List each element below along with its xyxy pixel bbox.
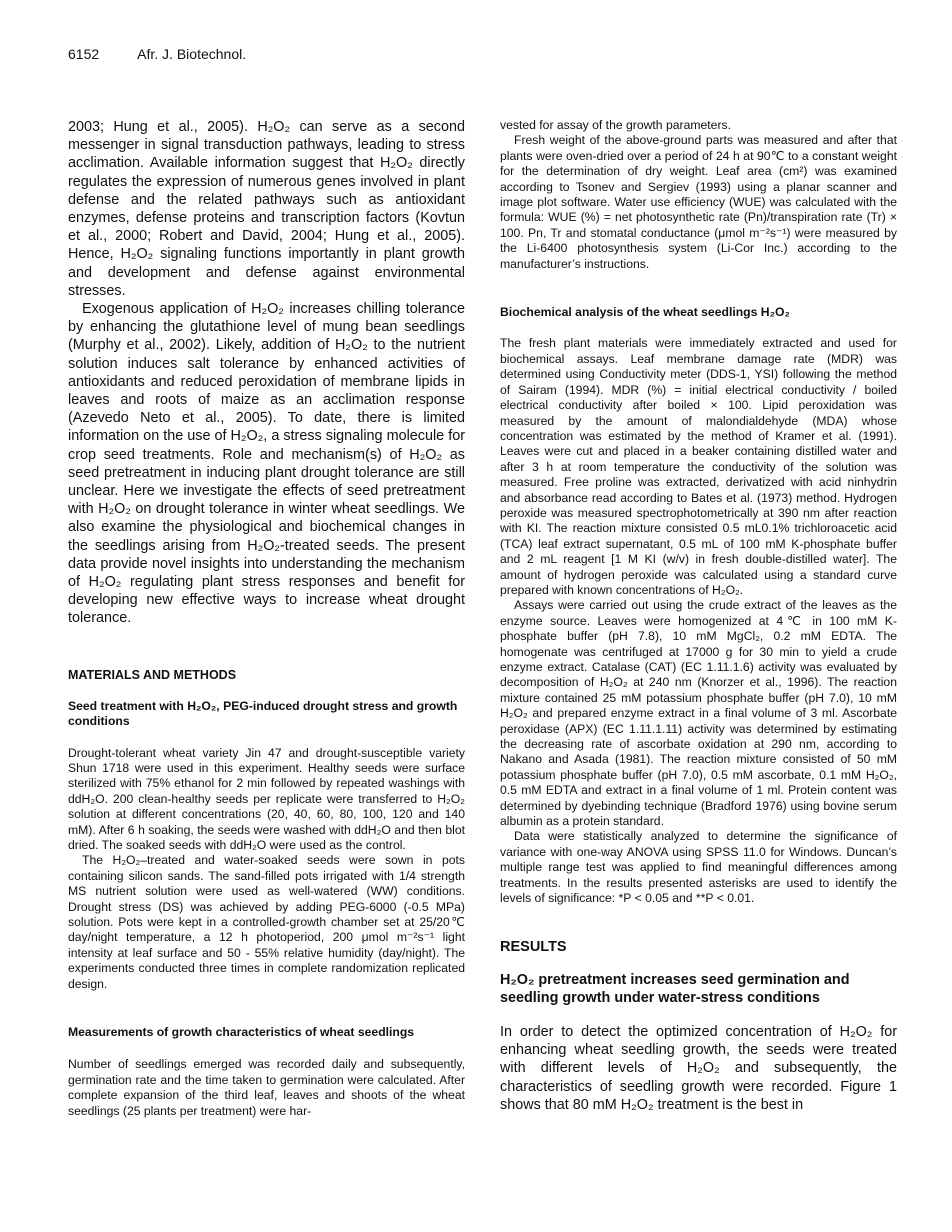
subsection-heading: H₂O₂ pretreatment increases seed germination and seedling growth under water-stress conditions	[500, 971, 850, 1006]
paragraph: Assays were carried out using the crude extract of the leaves as the enzyme source. Leaves were homogenized at 4℃ in 100 mM K-phosphate buffer (pH 7.8), 10 mM MgCl₂, 0.2 mM EDTA. The homogenate was centrifuged at 17000 g for 30 min to yield a crude enzyme extract. Catalase (CAT) (EC 1.11.1.6) activity was evaluated by decomposition of H₂O₂ at 240 nm (Knorzer et al., 1996). The reaction mixture contained 25 mM potassium phosphate buffer (pH 7.0), 10 mM H₂O₂ and prepared enzyme extract in a final volume of 3 ml. Ascorbate peroxidase (APX) (EC 1.11.1.11) activity was determined by estimating the decreasing rate of ascorbate oxidation at 290 nm, according to Nakano and Asada (1981). The reaction mixture consisted of 50 mM potassium phosphate buffer (pH 7.0), 0.5 mM ascorbate, 0.1 mM H₂O₂, 0.5 mM EDTA and extract in a final volume of 1 ml. Protein content was determined by dyebinding technique (Bradford 1976) using bovine serum albumin as a protein standard.	[500, 598, 897, 829]
paragraph: Drought-tolerant wheat variety Jin 47 and drought-susceptible variety Shun 1718 were used in this experiment. Healthy seeds were surface sterilized with 75% ethanol for 2 min followed by repeated washings with ddH₂O. 200 clean-healthy seeds per replicate were transferred to H₂O₂ solution at different concentrations (20, 40, 60, 80, 100, 120 and 140 mM). After 6 h soaking, the seeds were washed with ddH₂O and then blot dried. The soaked seeds with ddH₂O were used as the control.	[68, 745, 465, 852]
page-header	[68, 46, 246, 62]
subsection-heading: Biochemical analysis of the wheat seedlings H₂O₂	[500, 305, 790, 320]
paragraph: Data were statistically analyzed to determine the significance of variance with one-way ANOVA using SPSS 11.0 for Windows. Duncan’s multiple range test was applied to find meaningful differences among treatments. In the results presented asterisks are used to identify the levels of significance: *P < 0.05 and **P < 0.01.	[500, 829, 897, 906]
paragraph: The H₂O₂–treated and water-soaked seeds were sown in pots containing silicon sands. The sand-filled pots irrigated with 1/4 strength MS nutrient solution were used as well-watered (WW) conditions. Drought stress (DS) was achieved by adding PEG-6000 (-0.5 MPa) solution. Pots were kept in a controlled-growth chamber set at 25/20℃ day/night temperature, a 12 h photoperiod, 200 μmol m⁻²s⁻¹ light intensity at leaf surface and 50 - 55% relative humidity (day/night). The experiments conducted three times in complete randomization replicated design.	[68, 853, 465, 991]
section-heading: RESULTS	[500, 938, 567, 955]
right-column	[500, 118, 897, 1114]
journal-name: Afr. J. Biotechnol.	[137, 46, 247, 62]
subsection-heading: Measurements of growth characteristics of wheat seedlings	[68, 1025, 415, 1039]
paragraph: In order to detect the optimized concentration of H₂O₂ for enhancing wheat seedling growth, the seeds were treated with different levels of H₂O₂ and subsequently, the characteristics of seedling growth were recorded. Figure 1 shows that 80 mM H₂O₂ treatment is the best in	[500, 1023, 897, 1113]
paragraph: 2003; Hung et al., 2005). H₂O₂ can serve as a second messenger in signal transduction pathways, leading to stress acclimation. Available information suggest that H₂O₂ directly regulates the expression of numerous genes involved in plant defense and the related pathways such as antioxidant enzymes, defense proteins and transcription factors (Kovtun et al., 2000; Robert and David, 2004; Hung et al., 2005). Hence, H₂O₂ signaling functions importantly in plant growth and development and defense against environmental stresses.	[68, 119, 465, 299]
paragraph: The fresh plant materials were immediately extracted and used for biochemical assays. Leaf membrane damage rate (MDR) was determined using Conductivity meter (DDS-1, YSI) following the method of Sairam (1994). MDR (%) = initial electrical conductivity / boiled electrical conductivity after boiled × 100. Lipid peroxidation was measured by the amount of malondialdehyde (MDA) whose concentration was estimated by the method of Kramer et al. (1991). Leaves were cut and placed in a beaker containing distilled water and after 3 h at room temperature the conductivity of the solution was measured. Free proline was extracted, derivatized with acid ninhydrin and absorbance read according to Bates et al. (1973) method. Hydrogen peroxide was measured spectrophotometrically at 390 nm after reaction with KI. The reaction mixture consisted 0.5 mL0.1% trichloroacetic acid (TCA) leaf extract supernatant, 0.5 mL of 100 mM K-phosphate buffer and 2 mL reagent [1 M KI (w/v) in fresh double-distilled water]. The amount of hydrogen peroxide was calculated using a standard curve prepared with known concentrations of H₂O₂.	[500, 336, 897, 597]
paragraph: Fresh weight of the above-ground parts was measured and after that plants were oven-dried over a period of 24 h at 90℃ to a constant weight for the determination of dry weight. Leaf area (cm²) was examined according to Tsonev and Sergiev (1993) using a planar scanner and image plot software. Water use efficiency (WUE) was calculated with the formula: WUE (%) = net photosynthetic rate (Pn)/transpiration rate (Tr) × 100. Pn, Tr and stomatal conductance (μmol m⁻²s⁻¹) were measured by the Li-6400 photosynthesis system (Li-Cor Inc.) according to the manufacturer’s instructions.	[500, 133, 897, 271]
section-heading: MATERIALS AND METHODS	[68, 667, 237, 682]
paragraph: Number of seedlings emerged was recorded daily and subsequently, germination rate and the time taken to germination were calculated. After complete expansion of the third leaf, leaves and shoots of the wheat seedlings (25 plants per treatment) were har-	[68, 1057, 465, 1118]
paragraph: Exogenous application of H₂O₂ increases chilling tolerance by enhancing the glutathione level of mung bean seedlings (Murphy et al., 2002). Likely, addition of H₂O₂ to the nutrient solution induces salt tolerance by enhanced activities of antioxidants and reduced peroxidation of membrane lipids in leaves and roots of maize as an acclimation response (Azevedo Neto et al., 2005). To date, there is limited information on the use of H₂O₂, a stress signaling molecule for crop seed treatments. Role and mechanism(s) of H₂O₂ as seed pretreatment in inducing plant drought tolerance are still unclear. Here we investigate the effects of seed pretreatment with H₂O₂ on drought tolerance in winter wheat seedlings. We also examine the physiological and biochemical changes in the seedlings arising from H₂O₂-treated seeds. The present data provide novel insights into understanding the mechanism of H₂O₂ regulating plant stress responses and benefit for developing new effective ways to increase wheat drought tolerance.	[68, 301, 465, 627]
left-column	[68, 118, 465, 1119]
paragraph: vested for assay of the growth parameters.	[500, 118, 731, 132]
page-number: 6152	[68, 46, 100, 62]
subsection-heading: Seed treatment with H₂O₂, PEG-induced drought stress and growth conditions	[68, 698, 458, 729]
